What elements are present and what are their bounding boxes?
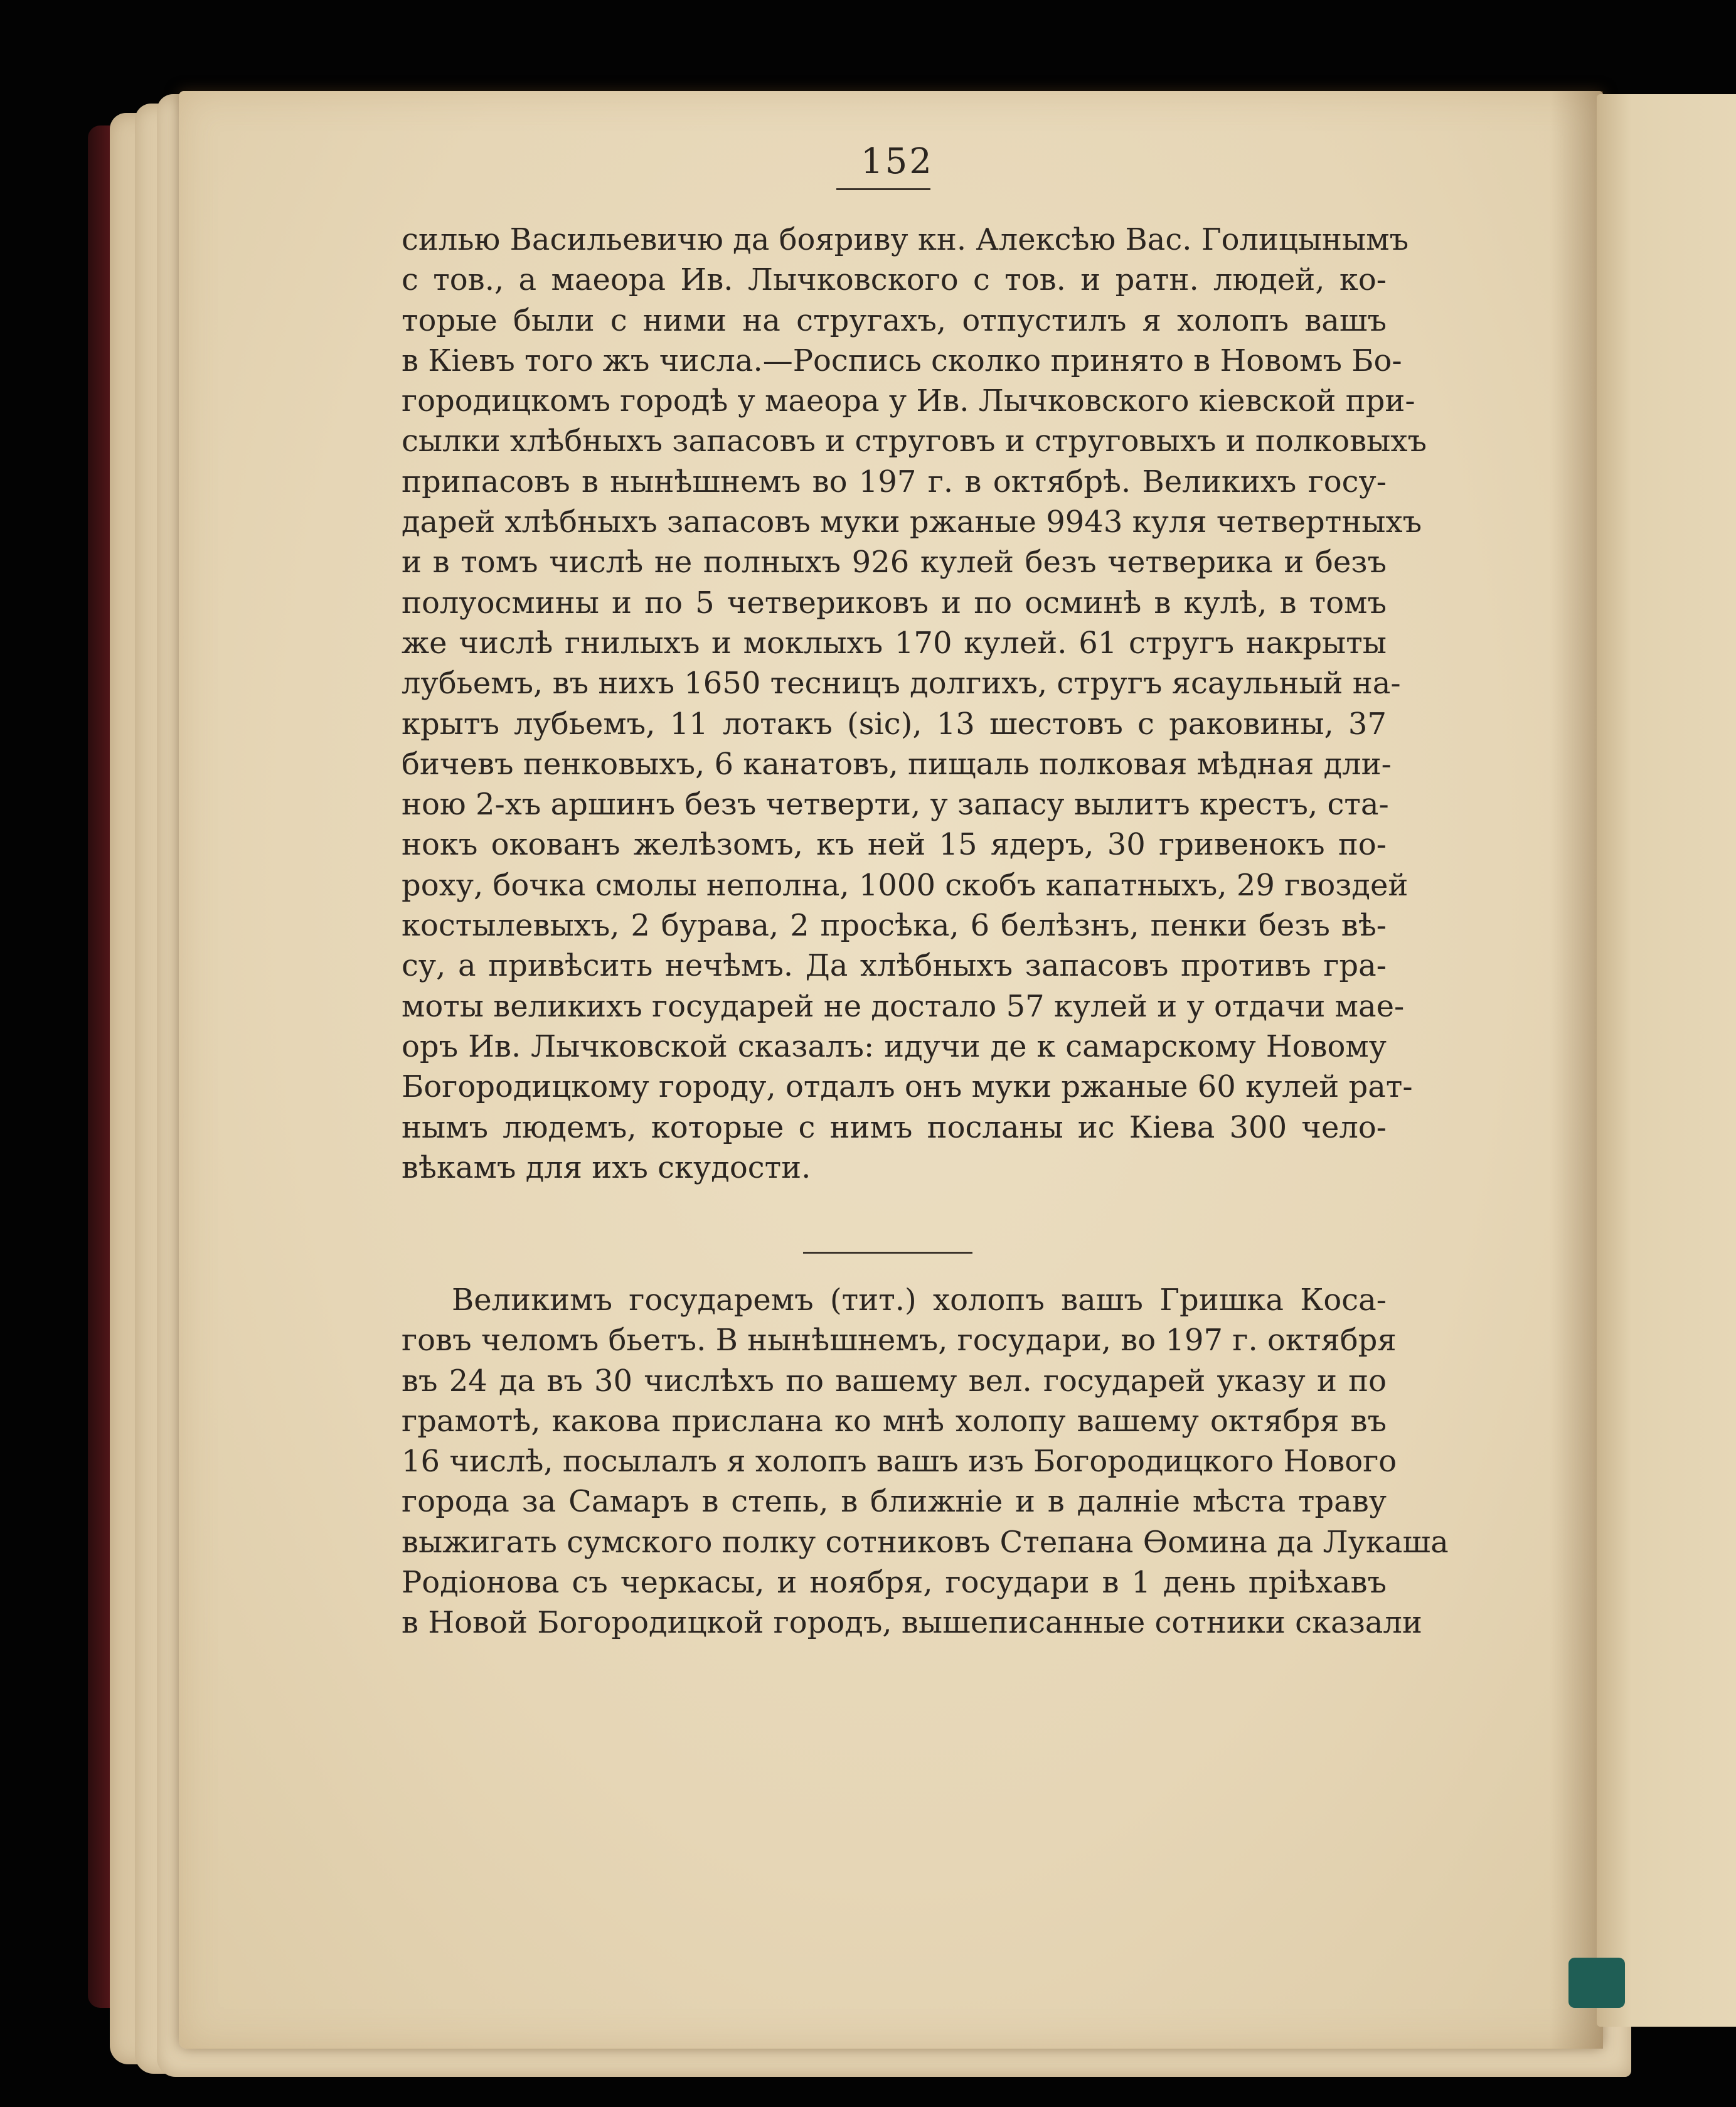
text-line: полуосмины и по 5 четвериковъ и по осминѣ в кулѣ, в томъ [402,585,1387,621]
text-line: в Кіевъ того жъ числа.—Роспись сколко принято в Новомъ Бо- [402,343,1402,378]
facing-page-edge [1597,94,1736,2027]
text-block-2 [402,1280,1449,1643]
text-line: въ 24 да въ 30 числѣхъ по вашему вел. государей указу и по [402,1363,1387,1399]
text-line: дарей хлѣбныхъ запасовъ муки ржаные 9943 куля четвертныхъ [402,504,1422,540]
text-line: су, а привѣсить нечѣмъ. Да хлѣбныхъ запасовъ противъ гра- [402,948,1387,984]
text-line: припасовъ в нынѣшнемъ во 197 г. в октябрѣ. Великихъ госу- [402,464,1387,499]
text-line: с тов., а маеора Ив. Лычковского с тов. и ратн. людей, ко- [402,262,1387,298]
page-number: 152 [861,141,934,182]
text-line: силью Васильевичю да бояриву кн. Алексѣю Вас. Голицынымъ [402,222,1409,257]
text-line: крытъ лубьемъ, 11 лотакъ (sic), 13 шестовъ с раковины, 37 [402,706,1387,742]
text-line: и в томъ числѣ не полныхъ 926 кулей безъ четверика и безъ [402,545,1387,580]
text-line: выжигать сумского полку сотниковъ Степана Ѳомина да Лукаша [402,1524,1449,1560]
text-line: грамотѣ, какова прислана ко мнѣ холопу вашему октября въ [402,1403,1387,1439]
text-line: оръ Ив. Лычковской сказалъ: идучи де к самарскому Новому [402,1028,1387,1064]
text-line: нокъ окованъ желѣзомъ, къ ней 15 ядеръ, 30 гривенокъ по- [402,827,1387,863]
text-line: нымъ людемъ, которые с нимъ посланы ис Кіева 300 чело- [402,1109,1387,1145]
text-line: торые были с ними на стругахъ, отпустилъ я холопъ вашъ [402,302,1387,338]
section-divider [803,1252,972,1254]
text-line: моты великихъ государей не достало 57 кулей и у отдачи мае- [402,988,1405,1024]
page-number-underline [836,188,930,190]
text-line: сылки хлѣбныхъ запасовъ и струговъ и струговыхъ и полковыхъ [402,424,1427,459]
text-line: бичевъ пенковыхъ, 6 канатовъ, пищаль полковая мѣдная дли- [402,746,1392,782]
text-line: же числѣ гнилыхъ и моклыхъ 170 кулей. 61 стругъ накрыты [402,625,1387,661]
text-line: в Новой Богородицкой городъ, вышеписанные сотники сказали [402,1605,1422,1641]
text-line: Родіонова съ черкасы, и ноября, государи в 1 день пріѣхавъ [402,1565,1387,1601]
text-line: ною 2-хъ аршинъ безъ четверти, у запасу вылитъ крестъ, ста- [402,787,1389,823]
text-line: Великимъ государемъ (тит.) холопъ вашъ Гришка Коса- [452,1283,1387,1318]
text-line: вѣкамъ для ихъ скудости. [402,1150,811,1185]
page-gutter-shadow [1550,91,1603,2049]
text-line: 16 числѣ, посылалъ я холопъ вашъ изъ Богородицкого Нового [402,1444,1397,1480]
text-line: Богородицкому городу, отдалъ онъ муки ржаные 60 кулей рат- [402,1069,1413,1105]
spine-ribbon [1568,1958,1625,2008]
text-line: говъ челомъ бьетъ. В нынѣшнемъ, государи, во 197 г. октября [402,1323,1397,1358]
text-line: костылевыхъ, 2 бурава, 2 просѣка, 6 белѣзнъ, пенки безъ вѣ- [402,908,1387,944]
text-line: лубьемъ, въ нихъ 1650 тесницъ долгихъ, стругъ ясаульный на- [402,666,1401,701]
text-line: городицкомъ городѣ у маеора у Ив. Лычковского кіевской при- [402,383,1415,419]
text-line: города за Самаръ в степь, в ближніе и в далніе мѣста траву [402,1484,1387,1520]
text-line: роху, бочка смолы неполна, 1000 скобъ капатныхъ, 29 гвоздей [402,867,1409,903]
text-block-1 [402,220,1427,1188]
